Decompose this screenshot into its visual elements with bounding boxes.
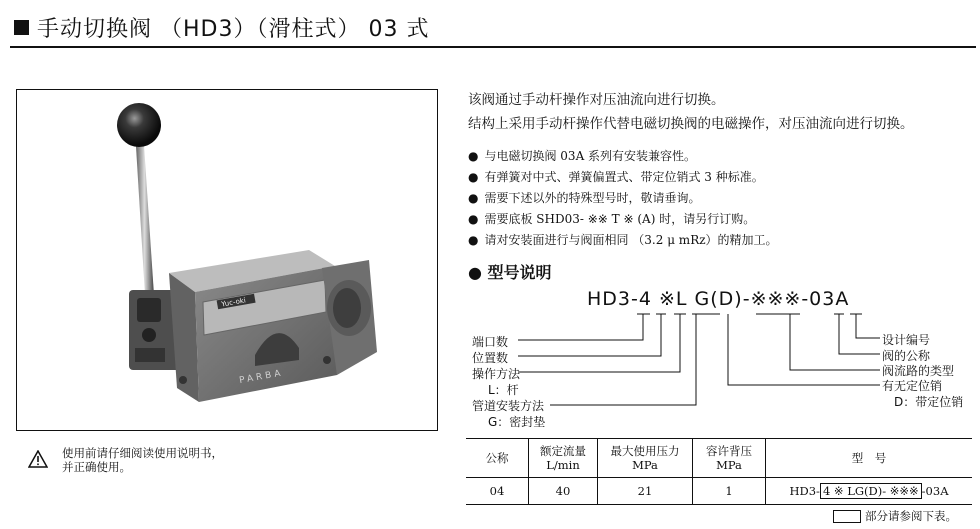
warning-note: [28, 446, 223, 474]
cell-nominal: 04: [466, 478, 529, 505]
table-note: [833, 508, 957, 524]
model-suffix: -03A: [921, 484, 949, 498]
label-operation-sub: L：杆: [488, 383, 519, 397]
label-operation: 操作方法: [472, 367, 521, 381]
feature-item: ● 有弹簧对中式、弹簧偏置式、带定位销式 3 种标准。: [468, 167, 778, 188]
header-back-pressure: 容许背压 MPa: [693, 439, 766, 478]
header-model: 型 号: [766, 439, 973, 478]
warning-line-2: 并正确使用。: [62, 460, 131, 474]
model-code: HD3-4 ※L G(D)-※※※-03A: [587, 288, 850, 310]
valve-illustration: [17, 90, 437, 430]
label-positions: 位置数: [472, 351, 509, 365]
nameplate-text: Yuc-oki: [220, 296, 247, 309]
label-ports: 端口数: [472, 335, 509, 349]
title-text: 手动切换阀 （HD3）（滑柱式） 03 式: [37, 17, 430, 42]
table-row: [466, 478, 972, 505]
page-title: [14, 12, 429, 43]
title-square-icon: [14, 20, 29, 35]
cell-model: [766, 478, 973, 505]
header-max-pressure: 最大使用压力 MPa: [598, 439, 693, 478]
label-detent: 有无定位销: [882, 379, 943, 393]
label-detent-sub: D：带定位销: [894, 395, 964, 409]
label-nominal: 阀的公称: [882, 349, 931, 363]
model-section-heading: ● 型号说明: [468, 263, 552, 282]
product-photo: [16, 89, 438, 431]
description-line-1: 该阀通过手动杆操作对压油流向进行切换。: [468, 92, 725, 108]
title-rule: [10, 46, 976, 48]
note-text: 部分请参阅下表。: [865, 509, 957, 523]
model-variable-part: 4 ※ LG(D)- ※※※: [820, 483, 922, 499]
body-marking: PARBA: [238, 368, 285, 387]
label-mounting-sub: G：密封垫: [488, 415, 546, 429]
note-box-icon: [833, 510, 861, 523]
feature-item: ● 需要底板 SHD03- ※※ T ※ (A) 时，请另行订购。: [468, 209, 778, 230]
feature-item: ● 需要下述以外的特殊型号时，敬请垂询。: [468, 188, 778, 209]
model-prefix: HD3-: [789, 484, 820, 498]
description-line-2: 结构上采用手动杆操作代替电磁切换阀的电磁操作，对压油流向进行切换。: [468, 116, 914, 132]
header-nominal: 公称: [466, 439, 529, 478]
feature-list: [468, 146, 778, 251]
cell-back-pressure: 1: [693, 478, 766, 505]
label-flow-type: 阀流路的类型: [882, 364, 955, 378]
warning-line-1: 使用前请仔细阅读使用说明书，: [62, 446, 223, 460]
cell-max-pressure: 21: [598, 478, 693, 505]
table-header-row: [466, 439, 972, 478]
label-design: 设计编号: [882, 333, 931, 347]
cell-flow: 40: [529, 478, 598, 505]
warning-icon: [28, 450, 48, 468]
header-flow: 额定流量 L/min: [529, 439, 598, 478]
feature-item: ● 请对安装面进行与阀面相同 （3.2 μ mRz）的精加工。: [468, 230, 778, 251]
label-mounting: 管道安装方法: [472, 399, 545, 413]
feature-item: ● 与电磁切换阀 03A 系列有安装兼容性。: [468, 146, 778, 167]
spec-table: [466, 438, 972, 505]
